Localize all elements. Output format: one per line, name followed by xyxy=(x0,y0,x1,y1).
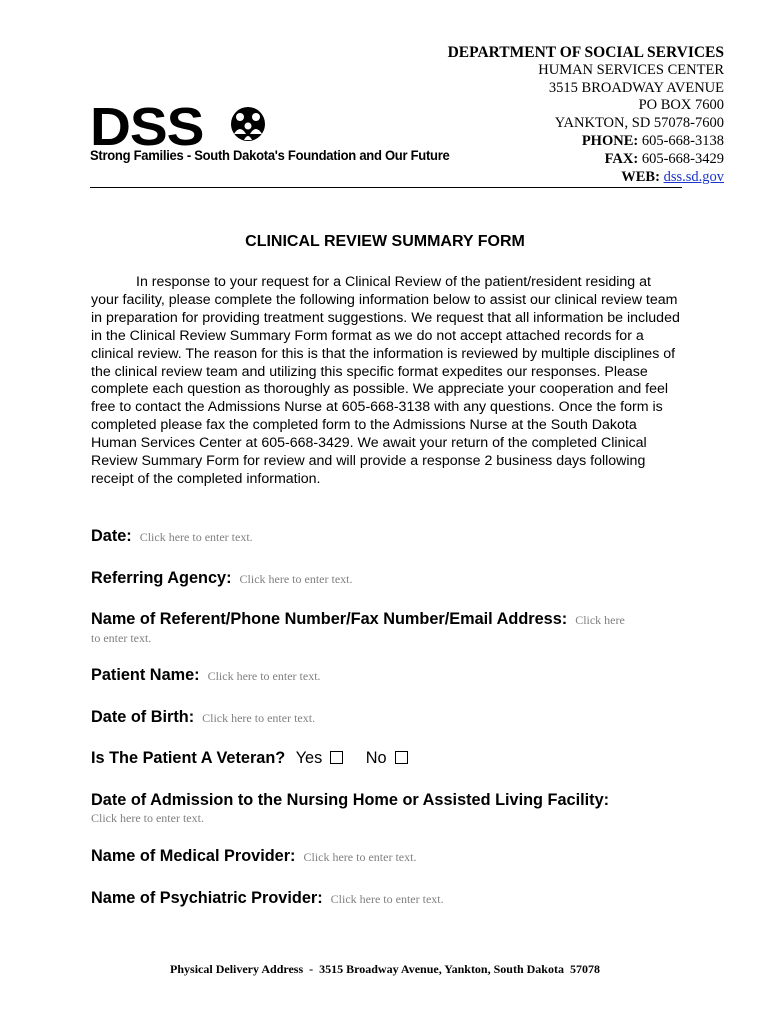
dob-input[interactable]: Click here to enter text. xyxy=(202,711,316,725)
veteran-no-checkbox[interactable] xyxy=(395,751,408,764)
patient-name-input[interactable]: Click here to enter text. xyxy=(207,669,321,683)
medical-provider-field xyxy=(91,847,681,866)
medical-provider-input[interactable]: Click here to enter text. xyxy=(303,850,417,864)
phone-line xyxy=(448,133,724,151)
phone-label: PHONE: xyxy=(581,132,639,149)
admission-date-input[interactable]: Click here to enter text. xyxy=(91,811,204,825)
referring-agency-field xyxy=(91,569,681,588)
fax-line xyxy=(448,151,724,169)
veteran-no-label: No xyxy=(365,749,387,767)
fax-label: FAX: xyxy=(604,150,639,167)
city-state-zip: YANKTON, SD 57078-7600 xyxy=(554,115,724,132)
footer-address: Physical Delivery Address - 3515 Broadway Avenue, Yankton, South Dakota 57078 xyxy=(170,962,600,976)
street-address: 3515 BROADWAY AVENUE xyxy=(548,79,724,96)
veteran-label: Is The Patient A Veteran? xyxy=(91,749,286,767)
veteran-yes-label: Yes xyxy=(295,749,323,767)
intro-paragraph xyxy=(91,274,681,489)
referent-field xyxy=(91,610,681,647)
patient-name-label: Patient Name: xyxy=(91,666,200,684)
referent-label: Name of Referent/Phone Number/Fax Number/Email Address: xyxy=(91,610,568,628)
phone-number: 605-668-3138 xyxy=(641,132,724,149)
department-name: DEPARTMENT OF SOCIAL SERVICES xyxy=(447,44,724,61)
fax-number: 605-668-3429 xyxy=(641,150,724,167)
web-label: WEB: xyxy=(621,168,660,185)
header-divider xyxy=(90,187,682,188)
referent-input-cont[interactable]: to enter text. xyxy=(91,631,152,645)
family-icon xyxy=(226,104,270,144)
po-box: PO BOX 7600 xyxy=(638,97,724,114)
admission-date-field xyxy=(91,791,681,826)
dob-field xyxy=(91,708,681,727)
psychiatric-provider-label: Name of Psychiatric Provider: xyxy=(91,889,323,907)
medical-provider-label: Name of Medical Provider: xyxy=(91,847,296,865)
web-link[interactable]: dss.sd.gov xyxy=(663,168,724,185)
dob-label: Date of Birth: xyxy=(91,708,195,726)
psychiatric-provider-input[interactable]: Click here to enter text. xyxy=(330,892,444,906)
intro-text: In response to your request for a Clinical Review of the patient/resident residing at your facility, please complete the following information below to assist our clinical review team in preparation for providing treatment suggestions. We request that all information be included in the Clinical Review Summary Form format as we do not accept attached records for a clinical review. The reason for this is that the information is reviewed by multiple disciplines of the clinical review team and utilizing this specific format expedites our responses. Please complete each question as thoroughly as possible. We appreciate your cooperation and feel free to contact the Admissions Nurse at 605-668-3138 with any questions. Once the form is completed please fax the completed form to the Admissions Nurse at the South Dakota Human Services Center at 605-668-3429. We await your return of the completed Clinical Review Summary Form for review and will provide a response 2 business days following receipt of the completed information. xyxy=(91,274,680,487)
dss-logo xyxy=(90,97,470,170)
logo-text: DSS xyxy=(90,97,204,157)
center-name: HUMAN SERVICES CENTER xyxy=(538,61,724,78)
date-field xyxy=(91,527,681,546)
admission-date-label: Date of Admission to the Nursing Home or Assisted Living Facility: xyxy=(91,791,610,809)
psychiatric-provider-field xyxy=(91,889,681,908)
referent-input[interactable]: Click here xyxy=(575,613,625,627)
referring-agency-label: Referring Agency: xyxy=(91,569,232,587)
patient-name-field xyxy=(91,666,681,685)
referring-agency-input[interactable]: Click here to enter text. xyxy=(239,572,353,586)
veteran-field xyxy=(91,749,681,768)
date-label: Date: xyxy=(91,527,132,545)
date-input[interactable]: Click here to enter text. xyxy=(139,530,253,544)
form-title: CLINICAL REVIEW SUMMARY FORM xyxy=(245,233,525,250)
veteran-yes-checkbox[interactable] xyxy=(330,751,343,764)
address-block xyxy=(448,44,724,186)
logo-tagline: Strong Families - South Dakota's Foundation and Our Future xyxy=(90,147,450,163)
web-line xyxy=(448,169,724,187)
